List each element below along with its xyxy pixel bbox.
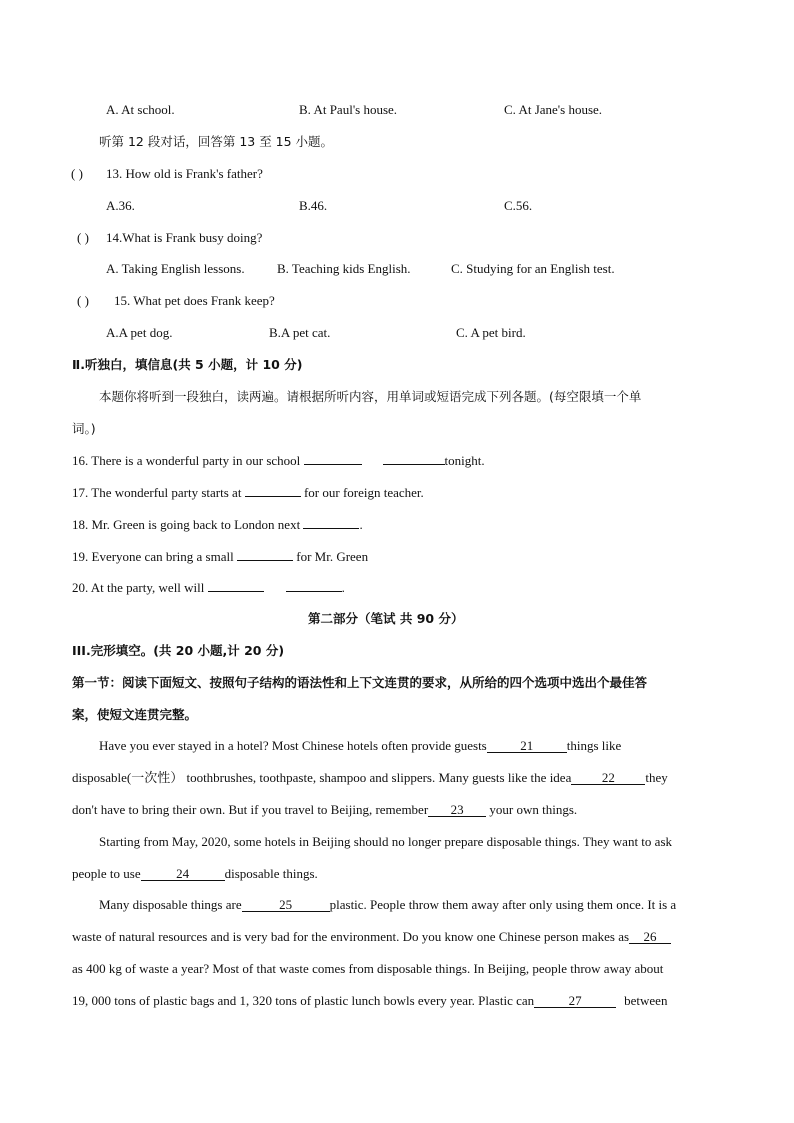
q16-text-end: tonight.: [444, 453, 485, 468]
answer-bracket[interactable]: ( ): [77, 230, 89, 245]
q19: [0, 546, 794, 566]
blank-24[interactable]: 24: [141, 866, 225, 881]
q13-option-a: A.36.: [106, 198, 135, 213]
q13-stem: 13. How old is Frank's father?: [106, 166, 263, 181]
q15-options: [0, 323, 794, 343]
blank-q18[interactable]: [303, 514, 359, 529]
section3-heading-line: [0, 641, 794, 661]
part2-title: 第二部分（笔试 共 90 分）: [308, 611, 464, 626]
section2-instructions: [0, 387, 794, 407]
blank-q19[interactable]: [237, 546, 293, 561]
blank-21[interactable]: 21: [487, 738, 567, 753]
q18-text: 18. Mr. Green is going back to London next: [72, 517, 304, 532]
blank-q20-1[interactable]: [208, 577, 264, 592]
q15-option-a: A.A pet dog.: [106, 325, 173, 340]
q17: [0, 482, 794, 502]
dialog12-intro-line: [0, 132, 794, 152]
part2-title-line: [0, 609, 794, 629]
q15-option-b: B.A pet cat.: [269, 325, 331, 340]
q20-text-end: .: [341, 580, 345, 595]
passage-line: [0, 895, 794, 915]
q17-text-end: for our foreign teacher.: [300, 485, 424, 500]
section2-heading-line: [0, 355, 794, 375]
q19-text: 19. Everyone can bring a small: [72, 549, 237, 564]
passage-text: they: [645, 770, 668, 785]
passage-text: Many disposable things are: [99, 897, 242, 912]
passage-text: disposable things.: [224, 866, 318, 881]
q12-options: [0, 100, 794, 120]
section2-instructions-cont: [0, 419, 794, 439]
passage-line: [0, 736, 794, 756]
passage-text: 19, 000 tons of plastic bags and 1, 320 tons of plastic lunch bowls every year. Plastic can: [72, 993, 535, 1008]
q13-option-b: B.46.: [299, 198, 328, 213]
passage-line: [0, 864, 794, 884]
passage-text: between: [624, 993, 668, 1008]
section3-instruction-2: 案，使短文连贯完整。: [72, 707, 198, 722]
q14-option-b: B. Teaching kids English.: [277, 261, 411, 276]
q13-option-c: C.56.: [504, 198, 533, 213]
dialog12-intro: 听第 12 段对话，回答第 13 至 15 小题。: [99, 134, 334, 149]
q16: [0, 450, 794, 470]
blank-q16-1[interactable]: [304, 450, 362, 465]
q18-text-end: .: [359, 517, 363, 532]
passage-line: [0, 991, 794, 1011]
q12-option-b: B. At Paul's house.: [299, 102, 398, 117]
blank-26[interactable]: 26: [629, 929, 671, 944]
passage-line: [0, 959, 794, 979]
passage-text: Starting from May, 2020, some hotels in Beijing should no longer prepare disposable things. They want to ask: [99, 834, 673, 849]
q14-options: [0, 259, 794, 279]
q18: [0, 514, 794, 534]
answer-bracket[interactable]: ( ): [77, 293, 89, 308]
passage-text: don't have to bring their own. But if you travel to Beijing, remember: [72, 802, 429, 817]
q15-option-c: C. A pet bird.: [456, 325, 526, 340]
q19-text-end: for Mr. Green: [292, 549, 369, 564]
passage-text: disposable(一次性） toothbrushes, toothpaste, shampoo and slippers. Many guests like the idea: [72, 770, 572, 785]
passage-text: plastic. People throw them away after only using them once. It is a: [329, 897, 677, 912]
passage-line: [0, 768, 794, 788]
passage-text: as 400 kg of waste a year? Most of that waste comes from disposable things. In Beijing, people throw away about: [72, 961, 664, 976]
q16-text: 16. There is a wonderful party in our school: [72, 453, 304, 468]
q14-option-c: C. Studying for an English test.: [451, 261, 615, 276]
passage-line: [0, 800, 794, 820]
blank-23[interactable]: 23: [428, 802, 486, 817]
section2-instruction-2: 词。): [72, 421, 96, 436]
section3-instruction-1: 第一节：阅读下面短文、按照句子结构的语法性和上下文连贯的要求，从所给的四个选项中选出个最佳答: [72, 675, 648, 690]
passage-line: [0, 927, 794, 947]
section3-sub-line-2: [0, 705, 794, 725]
section3-sub-line-1: [0, 673, 794, 693]
q15: [0, 291, 794, 311]
passage-text: your own things.: [486, 802, 578, 817]
blank-27[interactable]: 27: [534, 993, 616, 1008]
blank-25[interactable]: 25: [242, 897, 330, 912]
blank-22[interactable]: 22: [571, 770, 645, 785]
section2-instruction-1: 本题你将听到一段独白，读两遍。请根据所听内容，用单词或短语完成下列各题。(每空限填一个单: [99, 389, 642, 404]
q14: [0, 228, 794, 248]
blank-q20-2[interactable]: [286, 577, 342, 592]
q17-text: 17. The wonderful party starts at: [72, 485, 245, 500]
q12-option-a: A. At school.: [106, 102, 175, 117]
q20-text: 20. At the party, well will: [72, 580, 208, 595]
section2-heading: Ⅱ.听独白，填信息(共 5 小题，计 10 分): [72, 357, 303, 372]
passage-text: people to use: [72, 866, 141, 881]
blank-q17[interactable]: [245, 482, 301, 497]
blank-q16-2[interactable]: [383, 450, 445, 465]
q13: [0, 164, 794, 184]
passage-line: [0, 832, 794, 852]
q14-option-a: A. Taking English lessons.: [106, 261, 245, 276]
section3-heading: III.完形填空。(共 20 小题,计 20 分): [72, 643, 285, 658]
passage-text: Have you ever stayed in a hotel? Most Chinese hotels often provide guests: [99, 738, 487, 753]
q20: [0, 577, 794, 597]
q15-stem: 15. What pet does Frank keep?: [114, 293, 275, 308]
q13-options: [0, 196, 794, 216]
q12-option-c: C. At Jane's house.: [504, 102, 603, 117]
q14-stem: 14.What is Frank busy doing?: [106, 230, 263, 245]
answer-bracket[interactable]: ( ): [71, 166, 83, 181]
passage-text: waste of natural resources and is very bad for the environment. Do you know one Chinese person makes as: [72, 929, 630, 944]
passage-text: things like: [566, 738, 622, 753]
